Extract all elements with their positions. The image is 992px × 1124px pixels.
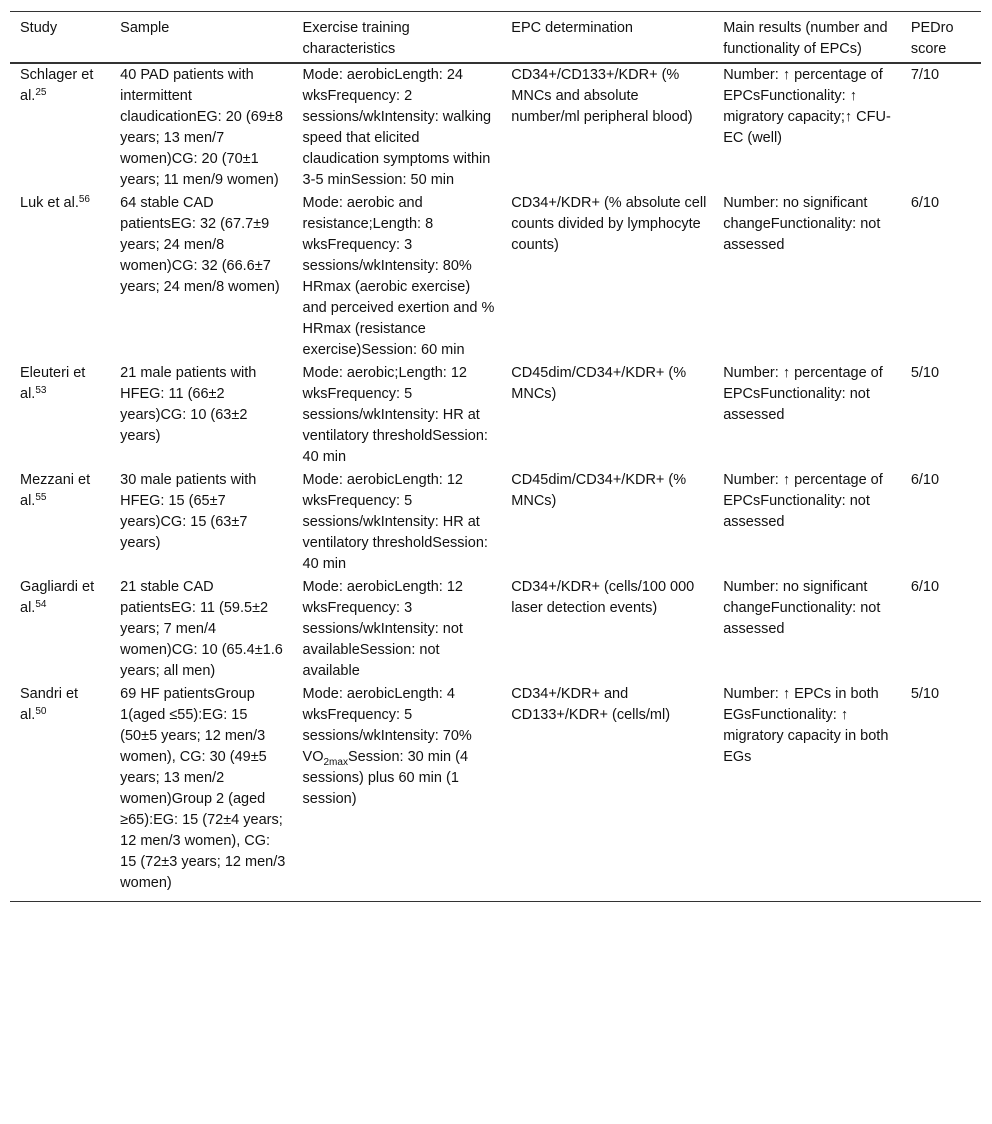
study-name: Eleuteri et al. — [20, 365, 86, 402]
cell-epc: CD45dim/CD34+/KDR+ (% MNCs) — [511, 472, 687, 509]
study-name: Sandri et al. — [20, 686, 79, 723]
cell-exercise: Mode: aerobicLength: 12 wksFrequency: 3 sessions/wkIntensity: not availableSession: not available — [302, 579, 463, 679]
cell-sample: 21 male patients with HFEG: 11 (66±2 years)CG: 10 (63±2 years) — [120, 365, 257, 444]
cell-pedro: 7/10 — [910, 67, 940, 83]
table-row — [10, 576, 981, 683]
cell-results: Number: no significant changeFunctionality: not assessed — [723, 579, 881, 637]
cell-results: Number: ↑ percentage of EPCsFunctionality: not assessed — [723, 365, 883, 423]
cell-exercise — [293, 683, 502, 902]
vo2max-subscript: 2max — [323, 757, 348, 768]
table-row — [10, 192, 981, 362]
table-row — [10, 683, 981, 902]
cell-study — [10, 576, 110, 683]
cell-results: Number: ↑ percentage of EPCsFunctionality: not assessed — [723, 472, 883, 530]
study-name: Mezzani et al. — [20, 472, 91, 509]
header-epc: EPC determination — [501, 12, 713, 64]
cell-epc: CD34+/KDR+ (% absolute cell counts divided by lymphocyte counts) — [511, 195, 707, 253]
studies-table-container — [10, 11, 981, 902]
cell-epc: CD34+/KDR+ (cells/100 000 laser detection events) — [511, 579, 695, 616]
table-row — [10, 469, 981, 576]
header-pedro: PEDro score — [901, 12, 981, 64]
cell-epc: CD45dim/CD34+/KDR+ (% MNCs) — [511, 365, 687, 402]
cell-pedro: 5/10 — [910, 686, 940, 702]
study-name: Luk et al. — [20, 195, 79, 211]
cell-exercise: Mode: aerobic and resistance;Length: 8 wksFrequency: 3 sessions/wkIntensity: 80% HRmax (aerobic exercise) and perceived exertion and % HRmax (resistance exercise)Session: 60 min — [302, 195, 495, 358]
cell-pedro: 6/10 — [910, 579, 940, 595]
reference-number: 56 — [78, 194, 90, 205]
reference-number: 50 — [35, 706, 47, 717]
studies-table — [10, 11, 981, 902]
header-row — [10, 12, 981, 64]
header-exercise: Exercise training characteristics — [293, 12, 502, 64]
cell-exercise: Mode: aerobicLength: 24 wksFrequency: 2 sessions/wkIntensity: walking speed that elicited claudication symptoms within 3-5 minSession: 50 min — [302, 67, 492, 188]
cell-sample: 64 stable CAD patientsEG: 32 (67.7±9 years; 24 men/8 women)CG: 32 (66.6±7 years; 24 men/8 women) — [120, 195, 280, 295]
exercise-text: Mode: aerobicLength: 4 wksFrequency: 5 sessions/wkIntensity: 70% VO — [302, 686, 472, 765]
cell-study — [10, 63, 110, 192]
cell-sample: 21 stable CAD patientsEG: 11 (59.5±2 years; 7 men/4 women)CG: 10 (65.4±1.6 years; all men) — [120, 579, 283, 679]
cell-pedro: 6/10 — [910, 472, 940, 488]
cell-results: Number: ↑ EPCs in both EGsFunctionality: ↑ migratory capacity in both EGs — [723, 686, 889, 765]
table-row — [10, 63, 981, 192]
reference-number: 54 — [35, 599, 47, 610]
cell-sample: 30 male patients with HFEG: 15 (65±7 years)CG: 15 (63±7 years) — [120, 472, 257, 551]
reference-number: 55 — [35, 492, 47, 503]
exercise-text-continued: Session: 30 min (4 sessions) plus 60 min (1 session) — [302, 749, 469, 807]
cell-pedro: 5/10 — [910, 365, 940, 381]
study-name: Schlager et al. — [20, 67, 94, 104]
cell-study — [10, 683, 110, 902]
header-results: Main results (number and functionality of EPCs) — [713, 12, 901, 64]
cell-exercise: Mode: aerobicLength: 12 wksFrequency: 5 sessions/wkIntensity: HR at ventilatory thresholdSession: 40 min — [302, 472, 488, 572]
cell-epc: CD34+/KDR+ and CD133+/KDR+ (cells/ml) — [511, 686, 671, 723]
header-sample: Sample — [110, 12, 292, 64]
cell-pedro: 6/10 — [910, 195, 940, 211]
cell-study — [10, 469, 110, 576]
cell-results: Number: ↑ percentage of EPCsFunctionality: ↑ migratory capacity;↑ CFU-EC (well) — [723, 67, 891, 146]
reference-number: 25 — [35, 87, 47, 98]
cell-epc: CD34+/CD133+/KDR+ (% MNCs and absolute number/ml peripheral blood) — [511, 67, 693, 125]
table-row — [10, 362, 981, 469]
cell-study — [10, 362, 110, 469]
study-name: Gagliardi et al. — [20, 579, 95, 616]
table-header — [10, 12, 981, 64]
reference-number: 53 — [35, 385, 47, 396]
cell-sample: 40 PAD patients with intermittent claudicationEG: 20 (69±8 years; 13 men/7 women)CG: 20 (70±1 years; 11 men/9 women) — [120, 67, 283, 188]
cell-study — [10, 192, 110, 362]
cell-exercise: Mode: aerobic;Length: 12 wksFrequency: 5 sessions/wkIntensity: HR at ventilatory thresholdSession: 40 min — [302, 365, 488, 465]
table-body — [10, 63, 981, 902]
header-study: Study — [10, 12, 110, 64]
cell-sample: 69 HF patientsGroup 1(aged ≤55):EG: 15 (50±5 years; 12 men/3 women), CG: 30 (49±5 years; 13 men/2 women)Group 2 (aged ≥65):EG: 15 (72±4 years; 12 men/3 women), CG: 15 (72±3 years; 12 men/3 women) — [120, 686, 286, 891]
cell-results: Number: no significant changeFunctionality: not assessed — [723, 195, 881, 253]
